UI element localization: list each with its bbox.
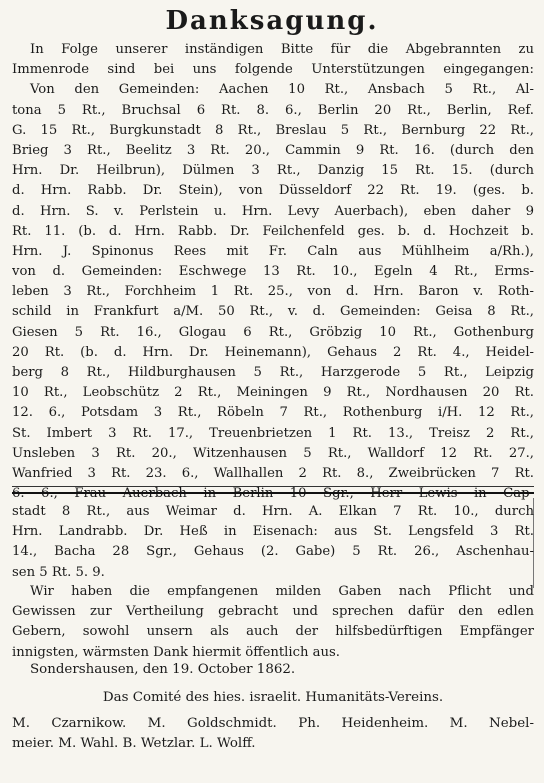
- block2-line: sen 5 Rt. 5. 9.: [12, 564, 105, 580]
- place-date-text: Sondershausen, den 19. October 1862.: [30, 662, 296, 677]
- block1-line: G. 15 Rt., Burgkunstadt 8 Rt., Breslau 5 Rt., Bernburg 22 Rt.,: [12, 122, 534, 138]
- block1-line: Wanfried 3 Rt. 23. 6., Wallhallen 2 Rt. 8., Zweibrücken 7 Rt.: [12, 465, 534, 481]
- signatories: [12, 714, 534, 754]
- block1-line: 12. 6., Potsdam 3 Rt., Röbeln 7 Rt., Rothenburg i/H. 12 Rt.,: [12, 405, 534, 421]
- block1-line: von d. Gemeinden: Eschwege 13 Rt. 10., Egeln 4 Rt., Erms-: [12, 264, 534, 280]
- block1-line: Brieg 3 Rt., Beelitz 3 Rt. 20., Cammin 9 Rt. 16. (durch den: [12, 142, 534, 158]
- block1-line: d. Hrn. Rabb. Dr. Stein), von Düsseldorf 22 Rt. 19. (ges. b.: [12, 183, 534, 199]
- thanks-paragraph: [12, 582, 534, 663]
- block1-line: berg 8 Rt., Hildburghausen 5 Rt., Harzgerode 5 Rt., Leipzig: [12, 365, 534, 380]
- block3-line: Gebern, sowohl unsern als auch der hilfsbedürftigen Empfänger: [12, 624, 534, 640]
- block1-line: Giesen 5 Rt. 16., Glogau 6 Rt., Gröbzig 10 Rt., Gothenburg: [12, 324, 534, 340]
- block1-line: Immenrode sind bei uns folgende Unterstützungen eingegangen:: [12, 62, 534, 78]
- committee-name: [12, 688, 534, 708]
- block1-line: schild in Frankfurt a/M. 50 Rt., v. d. Gemeinden: Geisa 8 Rt.,: [12, 304, 534, 320]
- block1-line: St. Imbert 3 Rt. 17., Treuenbrietzen 1 Rt. 13., Treisz 2 Rt.,: [12, 425, 534, 441]
- column-break-rule-thick: [12, 492, 534, 494]
- block1-line: leben 3 Rt., Forchheim 1 Rt. 25., von d. Hrn. Baron v. Roth-: [12, 284, 534, 300]
- donation-list-part-1: [12, 40, 534, 504]
- block2-line: 14., Bacha 28 Sgr., Gehaus (2. Gabe) 5 Rt. 26., Aschenhau-: [12, 544, 534, 560]
- notice-title: Danksagung.: [165, 6, 379, 36]
- committee-text: Das Comité des hies. israelit. Humanitäts-Vereins.: [102, 690, 444, 705]
- block3-line: Gewissen zur Vertheilung gebracht und sprechen dafür den edlen: [12, 604, 534, 620]
- block1-line: 20 Rt. (b. d. Hrn. Dr. Heinemann), Gehaus 2 Rt. 4., Heidel-: [12, 344, 534, 360]
- block1-line: tona 5 Rt., Bruchsal 6 Rt. 8. 6., Berlin 20 Rt., Berlin, Ref.: [12, 102, 534, 118]
- block1-line: Hrn. Dr. Heilbrun), Dülmen 3 Rt., Danzig 15 Rt. 15. (durch: [12, 163, 534, 179]
- signatories-line-1: M. Czarnikow. M. Goldschmidt. Ph. Heidenheim. M. Nebel-: [12, 716, 534, 731]
- block1-line: d. Hrn. S. v. Perlstein u. Hrn. Levy Auerbach), eben daher 9: [12, 203, 534, 219]
- block3-line: Wir haben die empfangenen milden Gaben nach Pflicht und: [30, 584, 534, 599]
- donation-list-part-2: [12, 502, 534, 583]
- block2-line: Hrn. Landrabb. Dr. Heß in Eisenach: aus St. Lengsfeld 3 Rt.: [12, 524, 534, 540]
- signatories-line-2: meier. M. Wahl. B. Wetzlar. L. Wolff.: [12, 736, 256, 752]
- block1-line: 10 Rt., Leobschütz 2 Rt., Meiningen 9 Rt., Nordhausen 20 Rt.: [12, 385, 534, 401]
- block1-line: Unsleben 3 Rt. 20., Witzenhausen 5 Rt., Walldorf 12 Rt. 27.,: [12, 445, 534, 461]
- block1-line: In Folge unserer inständigen Bitte für die Abgebrannten zu: [30, 42, 534, 57]
- block1-line: Von den Gemeinden: Aachen 10 Rt., Ansbach 5 Rt., Al-: [30, 82, 534, 98]
- column-break-rule-thin: [12, 486, 534, 487]
- block1-line: 6. 6., Frau Auerbach in Berlin 10 Sgr., Herr Lewis in Cap-: [12, 486, 534, 502]
- block1-line: Rt. 11. (b. d. Hrn. Rabb. Dr. Feilchenfeld ges. b. d. Hochzeit b.: [12, 223, 534, 239]
- block2-line: stadt 8 Rt., aus Weimar d. Hrn. A. Elkan 7 Rt. 10., durch: [12, 504, 534, 519]
- block3-line: innigsten, wärmsten Dank hiermit öffentlich aus.: [12, 644, 341, 660]
- place-and-date: [12, 660, 534, 680]
- block1-line: Hrn. J. Spinonus Rees mit Fr. Caln aus Mühlheim a/Rh.),: [12, 243, 534, 259]
